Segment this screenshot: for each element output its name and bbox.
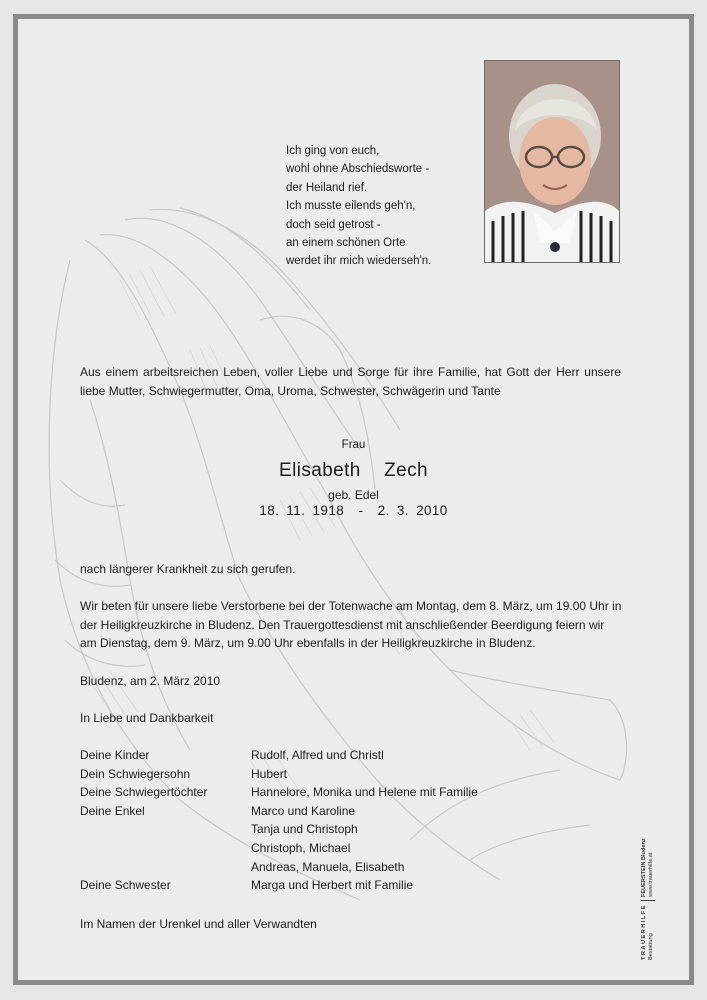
deceased-name: Elisabeth Zech	[279, 460, 428, 481]
closing-text: Im Namen der Urenkel und aller Verwandten	[80, 917, 317, 931]
family-row	[80, 858, 478, 877]
family-row	[80, 876, 478, 895]
family-relation: Deine Schwester	[80, 878, 171, 893]
poem-line: wohl ohne Abschiedsworte -	[286, 163, 430, 176]
family-relation	[80, 839, 251, 858]
love-text: In Liebe und Dankbarkeit	[80, 711, 214, 725]
poem-line: der Heiland rief.	[286, 181, 368, 194]
poem-line: Ich musste eilends geh'n,	[286, 200, 416, 213]
intro-text: Aus einem arbeitsreichen Leben, voller Liebe und Sorge für ihre Familie, hat Gott der Herr unsere liebe Mutter, Schwiegermutter, Oma, Uroma, Schwester, Schwägerin und Tante	[80, 365, 621, 398]
family-row	[80, 802, 478, 821]
family-relation	[80, 820, 251, 839]
family-names: Christoph, Michael	[251, 840, 351, 855]
family-names: Marco und Karoline	[251, 803, 356, 818]
family-row	[80, 765, 478, 784]
brand-line: TRAUERHILFE	[641, 904, 647, 960]
family-row	[80, 820, 478, 839]
family-names: Rudolf, Alfred und Christl	[251, 748, 384, 762]
called-text: nach längerer Krankheit zu sich gerufen.	[80, 562, 296, 576]
place-date: Bludenz, am 2. März 2010	[80, 674, 221, 688]
family-names: Andreas, Manuela, Elisabeth	[251, 859, 405, 874]
family-names: Hannelore, Monika und Helene mit Familie	[251, 785, 478, 800]
birth-name: geb. Edel	[328, 488, 379, 502]
family-names: Marga und Herbert mit Familie	[251, 878, 414, 893]
family-names: Tanja und Christoph	[251, 822, 358, 837]
family-list	[80, 746, 478, 895]
family-row	[80, 839, 478, 858]
family-relation: Deine Schwiegertöchter	[80, 785, 208, 800]
funeral-home-brand	[641, 840, 681, 960]
family-relation: Deine Enkel	[80, 803, 145, 818]
brand-line: Bestattung	[648, 933, 654, 960]
deceased-title: Frau	[341, 439, 366, 451]
portrait-photo	[484, 60, 620, 263]
family-relation	[80, 858, 251, 877]
family-relation: Deine Kinder	[80, 748, 150, 762]
family-names: Hubert	[251, 766, 288, 781]
life-dates: 18. 11. 1918 - 2. 3. 2010	[259, 503, 448, 518]
poem	[286, 142, 431, 271]
poem-line: werdet ihr mich wiederseh'n.	[286, 255, 432, 268]
poem-line: an einem schönen Orte	[286, 237, 406, 250]
brand-line: www.trauerhilfe.at	[648, 852, 654, 898]
poem-line: Ich ging von euch,	[286, 145, 380, 157]
poem-line: doch seid getrost -	[286, 218, 381, 231]
family-row	[80, 746, 478, 765]
brand-line: FEUERSTEIN Bludenz	[641, 838, 647, 898]
family-row	[80, 783, 478, 802]
family-relation: Dein Schwiegersohn	[80, 766, 191, 781]
service-text: Wir beten für unsere liebe Verstorbene bei der Totenwache am Montag, dem 8. März, um 19.00 Uhr in der Heiligkreuzkirche in Bludenz. Den Trauergottesdienst mit anschließender Beerdigung feiern wir am Dienstag, dem 9. März, um 9.00 Uhr ebenfalls in der Heiligkreuzkirche in Bludenz.	[80, 599, 622, 650]
